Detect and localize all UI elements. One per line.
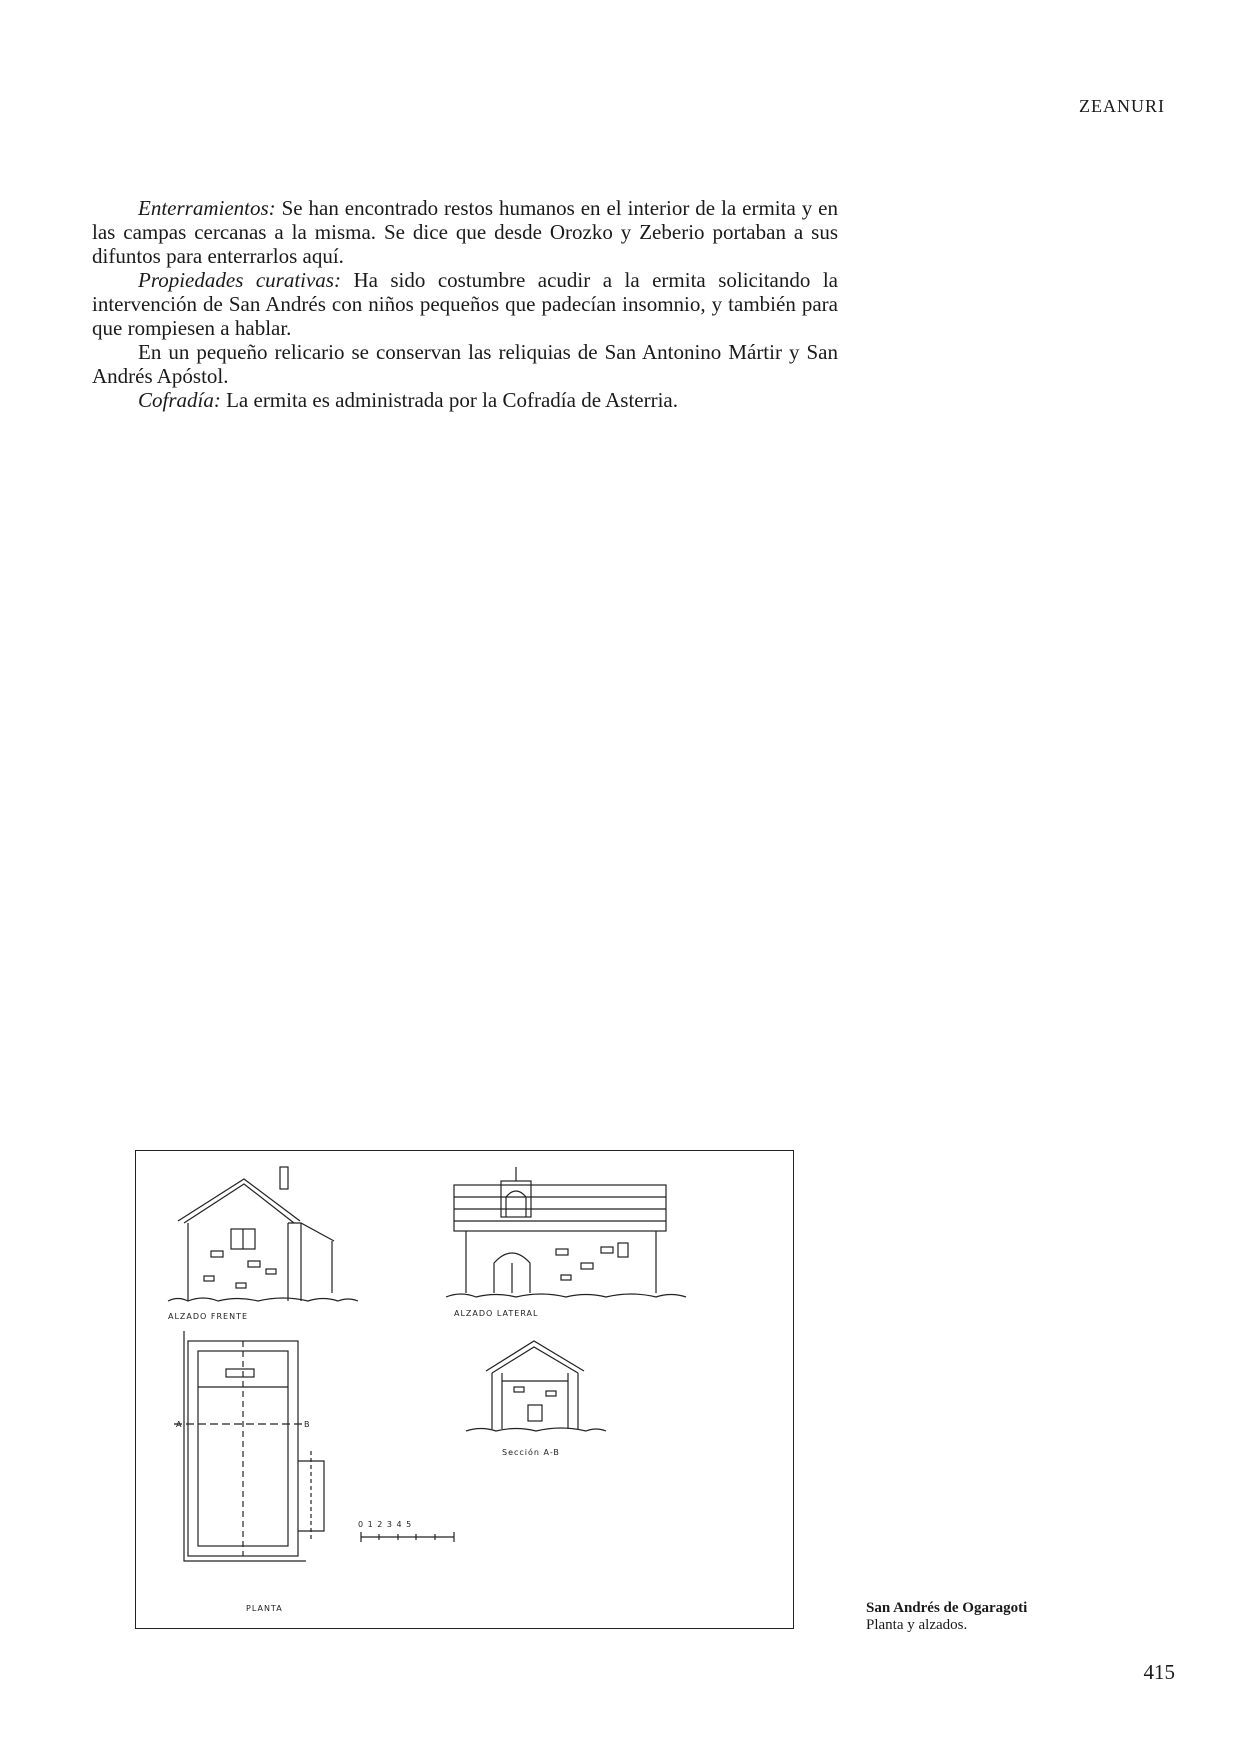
architectural-drawing xyxy=(135,1150,794,1629)
page-number: 415 xyxy=(1143,1660,1175,1684)
paragraph-propiedades xyxy=(92,268,838,340)
paragraph-text: La ermita es administrada por la Cofradía de Asterria. xyxy=(220,388,679,412)
front-elevation xyxy=(168,1167,358,1301)
paragraph-text: En un pequeño relicario se conservan las reliquias de San Antonino Mártir y San Andrés Apóstol. xyxy=(92,340,838,388)
paragraph-lead: Cofradía: xyxy=(138,388,221,412)
label-alzado-lateral: ALZADO LATERAL xyxy=(454,1309,539,1318)
floor-plan xyxy=(174,1331,324,1561)
label-mark-a: A xyxy=(176,1420,183,1429)
body-text xyxy=(92,196,838,412)
paragraph-cofradia xyxy=(92,388,838,412)
paragraph-text: Se han encontrado restos humanos en el interior de la ermita y en las campas cercanas a la misma. Se dice que desde Orozko y Zeberio portaban a sus difuntos para enterrarlos aquí. xyxy=(92,196,838,268)
caption-subtitle: Planta y alzados. xyxy=(866,1617,968,1633)
drawing-svg xyxy=(136,1151,795,1630)
label-seccion: Sección A-B xyxy=(502,1448,560,1457)
scale-bar xyxy=(361,1532,454,1542)
paragraph-lead: Enterramientos: xyxy=(138,196,276,220)
section-ab xyxy=(466,1341,606,1431)
paragraph-lead: Propiedades curativas: xyxy=(138,268,341,292)
paragraph-enterramientos xyxy=(92,196,838,268)
side-elevation xyxy=(446,1167,686,1297)
label-alzado-frente: ALZADO FRENTE xyxy=(168,1312,249,1321)
paragraph-relicario xyxy=(92,340,838,388)
label-planta: PLANTA xyxy=(246,1604,283,1613)
label-mark-b: B xyxy=(304,1420,311,1429)
running-header: ZEANURI xyxy=(1079,96,1165,116)
caption-title: San Andrés de Ogaragoti xyxy=(866,1600,1028,1616)
figure-caption xyxy=(866,1600,1027,1634)
paragraph-text: Ha sido costumbre acudir a la ermita solicitando la intervención de San Andrés con niños pequeños que padecían insomnio, y también para que rompiesen a hablar. xyxy=(92,268,838,340)
label-scale: 0 1 2 3 4 5 xyxy=(358,1520,413,1529)
